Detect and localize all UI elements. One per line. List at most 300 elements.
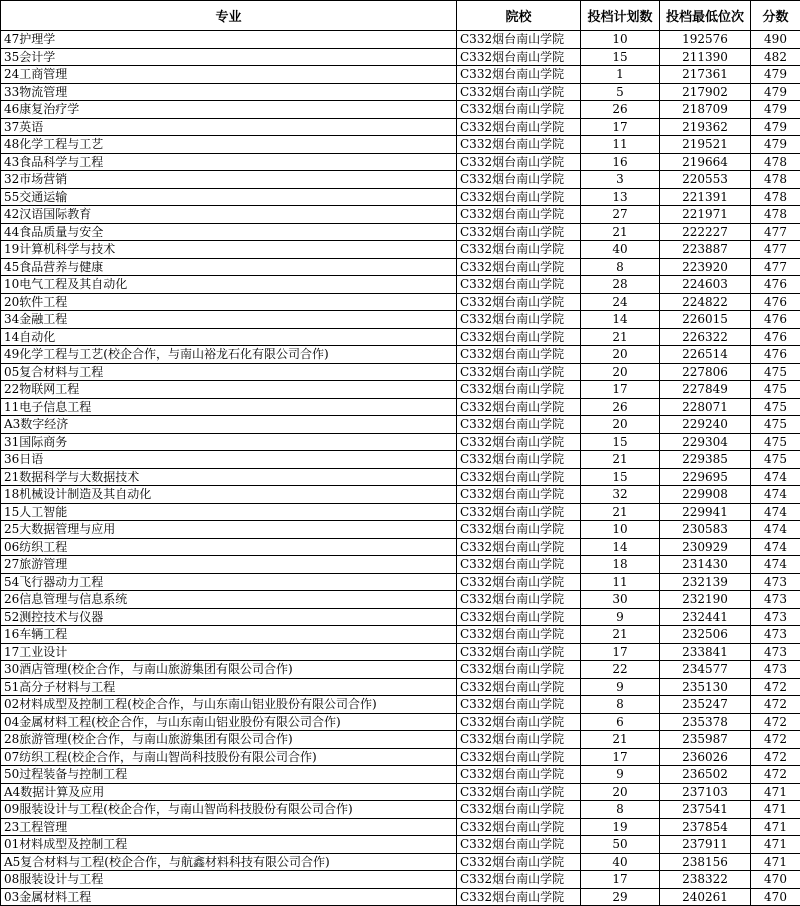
plan-count-cell: 1 [581, 66, 660, 84]
school-cell: C332烟台南山学院 [457, 101, 581, 119]
table-row [1, 556, 800, 574]
plan-count-cell: 3 [581, 171, 660, 189]
min-rank-cell: 217902 [660, 83, 751, 101]
min-rank-cell: 237911 [660, 836, 751, 854]
score-cell: 472 [751, 766, 800, 784]
score-cell: 474 [751, 468, 800, 486]
school-cell: C332烟台南山学院 [457, 503, 581, 521]
school-cell: C332烟台南山学院 [457, 136, 581, 154]
major-cell: 55交通运输 [1, 188, 457, 206]
score-cell: 482 [751, 48, 800, 66]
score-cell: 490 [751, 31, 800, 49]
table-row [1, 101, 800, 119]
school-cell: C332烟台南山学院 [457, 241, 581, 259]
table-row [1, 503, 800, 521]
major-cell: 23工程管理 [1, 818, 457, 836]
table-row [1, 48, 800, 66]
min-rank-cell: 211390 [660, 48, 751, 66]
school-cell: C332烟台南山学院 [457, 118, 581, 136]
score-cell: 473 [751, 573, 800, 591]
major-cell: 48化学工程与工艺 [1, 136, 457, 154]
score-cell: 479 [751, 101, 800, 119]
table-row [1, 661, 800, 679]
min-rank-cell: 224603 [660, 276, 751, 294]
header-school: 院校 [457, 1, 581, 31]
major-cell: 24工商管理 [1, 66, 457, 84]
score-cell: 476 [751, 346, 800, 364]
major-cell: 35会计学 [1, 48, 457, 66]
school-cell: C332烟台南山学院 [457, 276, 581, 294]
table-row [1, 241, 800, 259]
major-cell: 22物联网工程 [1, 381, 457, 399]
plan-count-cell: 20 [581, 346, 660, 364]
min-rank-cell: 231430 [660, 556, 751, 574]
plan-count-cell: 30 [581, 591, 660, 609]
min-rank-cell: 229941 [660, 503, 751, 521]
min-rank-cell: 237541 [660, 801, 751, 819]
header-major: 专业 [1, 1, 457, 31]
plan-count-cell: 21 [581, 328, 660, 346]
score-cell: 474 [751, 538, 800, 556]
major-cell: 44食品质量与安全 [1, 223, 457, 241]
score-cell: 476 [751, 293, 800, 311]
min-rank-cell: 217361 [660, 66, 751, 84]
min-rank-cell: 219521 [660, 136, 751, 154]
major-cell: 19计算机科学与技术 [1, 241, 457, 259]
score-cell: 479 [751, 83, 800, 101]
plan-count-cell: 18 [581, 556, 660, 574]
plan-count-cell: 29 [581, 888, 660, 906]
table-row [1, 538, 800, 556]
school-cell: C332烟台南山学院 [457, 538, 581, 556]
plan-count-cell: 17 [581, 748, 660, 766]
major-cell: 45食品营养与健康 [1, 258, 457, 276]
school-cell: C332烟台南山学院 [457, 766, 581, 784]
major-cell: A3数字经济 [1, 416, 457, 434]
score-cell: 475 [751, 451, 800, 469]
major-cell: 37英语 [1, 118, 457, 136]
min-rank-cell: 229304 [660, 433, 751, 451]
min-rank-cell: 229385 [660, 451, 751, 469]
plan-count-cell: 21 [581, 731, 660, 749]
table-row [1, 713, 800, 731]
min-rank-cell: 219664 [660, 153, 751, 171]
score-cell: 471 [751, 801, 800, 819]
school-cell: C332烟台南山学院 [457, 381, 581, 399]
major-cell: 32市场营销 [1, 171, 457, 189]
table-row [1, 731, 800, 749]
table-row [1, 678, 800, 696]
table-row [1, 888, 800, 906]
table-row [1, 871, 800, 889]
major-cell: 09服装设计与工程(校企合作，与南山智尚科技股份有限公司合作) [1, 801, 457, 819]
score-cell: 473 [751, 608, 800, 626]
plan-count-cell: 8 [581, 801, 660, 819]
major-cell: 16车辆工程 [1, 626, 457, 644]
major-cell: 54飞行器动力工程 [1, 573, 457, 591]
min-rank-cell: 238156 [660, 853, 751, 871]
min-rank-cell: 222227 [660, 223, 751, 241]
plan-count-cell: 21 [581, 223, 660, 241]
plan-count-cell: 40 [581, 241, 660, 259]
plan-count-cell: 11 [581, 136, 660, 154]
min-rank-cell: 234577 [660, 661, 751, 679]
table-row [1, 31, 800, 49]
school-cell: C332烟台南山学院 [457, 818, 581, 836]
major-cell: 33物流管理 [1, 83, 457, 101]
plan-count-cell: 9 [581, 678, 660, 696]
min-rank-cell: 227849 [660, 381, 751, 399]
header-score: 分数 [751, 1, 800, 31]
school-cell: C332烟台南山学院 [457, 398, 581, 416]
plan-count-cell: 17 [581, 118, 660, 136]
score-cell: 471 [751, 783, 800, 801]
major-cell: 42汉语国际教育 [1, 206, 457, 224]
school-cell: C332烟台南山学院 [457, 888, 581, 906]
table-body [1, 31, 800, 906]
table-row [1, 171, 800, 189]
school-cell: C332烟台南山学院 [457, 66, 581, 84]
score-cell: 474 [751, 486, 800, 504]
plan-count-cell: 5 [581, 83, 660, 101]
plan-count-cell: 20 [581, 363, 660, 381]
plan-count-cell: 20 [581, 416, 660, 434]
plan-count-cell: 9 [581, 608, 660, 626]
min-rank-cell: 232190 [660, 591, 751, 609]
min-rank-cell: 226015 [660, 311, 751, 329]
score-cell: 477 [751, 241, 800, 259]
major-cell: 47护理学 [1, 31, 457, 49]
major-cell: 27旅游管理 [1, 556, 457, 574]
min-rank-cell: 218709 [660, 101, 751, 119]
major-cell: 31国际商务 [1, 433, 457, 451]
score-cell: 470 [751, 888, 800, 906]
table-row [1, 346, 800, 364]
table-row [1, 521, 800, 539]
table-row [1, 363, 800, 381]
school-cell: C332烟台南山学院 [457, 853, 581, 871]
major-cell: 46康复治疗学 [1, 101, 457, 119]
table-row [1, 153, 800, 171]
major-cell: 07纺织工程(校企合作，与南山智尚科技股份有限公司合作) [1, 748, 457, 766]
major-cell: 36日语 [1, 451, 457, 469]
table-row [1, 136, 800, 154]
major-cell: 20软件工程 [1, 293, 457, 311]
plan-count-cell: 14 [581, 538, 660, 556]
major-cell: 52测控技术与仪器 [1, 608, 457, 626]
score-cell: 473 [751, 661, 800, 679]
table-row [1, 258, 800, 276]
score-cell: 475 [751, 416, 800, 434]
score-cell: 472 [751, 678, 800, 696]
school-cell: C332烟台南山学院 [457, 346, 581, 364]
table-row [1, 801, 800, 819]
score-cell: 474 [751, 503, 800, 521]
min-rank-cell: 220553 [660, 171, 751, 189]
plan-count-cell: 26 [581, 398, 660, 416]
min-rank-cell: 219362 [660, 118, 751, 136]
min-rank-cell: 232139 [660, 573, 751, 591]
plan-count-cell: 50 [581, 836, 660, 854]
score-cell: 472 [751, 696, 800, 714]
plan-count-cell: 15 [581, 433, 660, 451]
min-rank-cell: 235130 [660, 678, 751, 696]
table-row [1, 311, 800, 329]
major-cell: 11电子信息工程 [1, 398, 457, 416]
score-cell: 476 [751, 311, 800, 329]
school-cell: C332烟台南山学院 [457, 731, 581, 749]
major-cell: 18机械设计制造及其自动化 [1, 486, 457, 504]
major-cell: 15人工智能 [1, 503, 457, 521]
score-cell: 471 [751, 818, 800, 836]
major-cell: 25大数据管理与应用 [1, 521, 457, 539]
min-rank-cell: 237854 [660, 818, 751, 836]
min-rank-cell: 235247 [660, 696, 751, 714]
table-row [1, 748, 800, 766]
plan-count-cell: 15 [581, 48, 660, 66]
major-cell: 50过程装备与控制工程 [1, 766, 457, 784]
school-cell: C332烟台南山学院 [457, 661, 581, 679]
min-rank-cell: 229695 [660, 468, 751, 486]
school-cell: C332烟台南山学院 [457, 223, 581, 241]
table-row [1, 223, 800, 241]
header-plan-count: 投档计划数 [581, 1, 660, 31]
table-row [1, 486, 800, 504]
plan-count-cell: 21 [581, 503, 660, 521]
major-cell: 05复合材料与工程 [1, 363, 457, 381]
plan-count-cell: 8 [581, 258, 660, 276]
table-row [1, 626, 800, 644]
plan-count-cell: 17 [581, 643, 660, 661]
school-cell: C332烟台南山学院 [457, 836, 581, 854]
score-cell: 478 [751, 171, 800, 189]
table-row [1, 381, 800, 399]
score-cell: 471 [751, 853, 800, 871]
table-row [1, 783, 800, 801]
school-cell: C332烟台南山学院 [457, 416, 581, 434]
major-cell: 14自动化 [1, 328, 457, 346]
school-cell: C332烟台南山学院 [457, 206, 581, 224]
school-cell: C332烟台南山学院 [457, 293, 581, 311]
school-cell: C332烟台南山学院 [457, 258, 581, 276]
major-cell: 28旅游管理(校企合作，与南山旅游集团有限公司合作) [1, 731, 457, 749]
score-cell: 477 [751, 258, 800, 276]
plan-count-cell: 6 [581, 713, 660, 731]
table-row [1, 188, 800, 206]
min-rank-cell: 229908 [660, 486, 751, 504]
plan-count-cell: 21 [581, 451, 660, 469]
major-cell: A4数据计算及应用 [1, 783, 457, 801]
school-cell: C332烟台南山学院 [457, 83, 581, 101]
major-cell: 06纺织工程 [1, 538, 457, 556]
plan-count-cell: 40 [581, 853, 660, 871]
score-cell: 472 [751, 713, 800, 731]
min-rank-cell: 223920 [660, 258, 751, 276]
school-cell: C332烟台南山学院 [457, 48, 581, 66]
score-cell: 471 [751, 836, 800, 854]
score-cell: 477 [751, 223, 800, 241]
plan-count-cell: 11 [581, 573, 660, 591]
school-cell: C332烟台南山学院 [457, 643, 581, 661]
header-row [1, 1, 800, 31]
school-cell: C332烟台南山学院 [457, 591, 581, 609]
min-rank-cell: 230583 [660, 521, 751, 539]
min-rank-cell: 235378 [660, 713, 751, 731]
major-cell: A5复合材料与工程(校企合作，与航鑫材料科技有限公司合作) [1, 853, 457, 871]
plan-count-cell: 17 [581, 871, 660, 889]
school-cell: C332烟台南山学院 [457, 328, 581, 346]
score-cell: 475 [751, 398, 800, 416]
min-rank-cell: 226514 [660, 346, 751, 364]
school-cell: C332烟台南山学院 [457, 451, 581, 469]
major-cell: 43食品科学与工程 [1, 153, 457, 171]
table-row [1, 66, 800, 84]
min-rank-cell: 238322 [660, 871, 751, 889]
school-cell: C332烟台南山学院 [457, 608, 581, 626]
table-row [1, 328, 800, 346]
major-cell: 30酒店管理(校企合作，与南山旅游集团有限公司合作) [1, 661, 457, 679]
score-cell: 470 [751, 871, 800, 889]
score-cell: 479 [751, 66, 800, 84]
school-cell: C332烟台南山学院 [457, 713, 581, 731]
score-cell: 478 [751, 188, 800, 206]
min-rank-cell: 240261 [660, 888, 751, 906]
school-cell: C332烟台南山学院 [457, 363, 581, 381]
major-cell: 26信息管理与信息系统 [1, 591, 457, 609]
school-cell: C332烟台南山学院 [457, 468, 581, 486]
min-rank-cell: 223887 [660, 241, 751, 259]
table-row [1, 118, 800, 136]
table-row [1, 433, 800, 451]
plan-count-cell: 21 [581, 626, 660, 644]
plan-count-cell: 16 [581, 153, 660, 171]
table-row [1, 206, 800, 224]
major-cell: 51高分子材料与工程 [1, 678, 457, 696]
table-row [1, 468, 800, 486]
plan-count-cell: 8 [581, 696, 660, 714]
table-row [1, 766, 800, 784]
plan-count-cell: 17 [581, 381, 660, 399]
school-cell: C332烟台南山学院 [457, 171, 581, 189]
table-row [1, 293, 800, 311]
score-cell: 472 [751, 731, 800, 749]
school-cell: C332烟台南山学院 [457, 188, 581, 206]
table-row [1, 836, 800, 854]
school-cell: C332烟台南山学院 [457, 486, 581, 504]
major-cell: 34金融工程 [1, 311, 457, 329]
min-rank-cell: 236502 [660, 766, 751, 784]
school-cell: C332烟台南山学院 [457, 31, 581, 49]
major-cell: 17工业设计 [1, 643, 457, 661]
plan-count-cell: 10 [581, 521, 660, 539]
score-cell: 473 [751, 591, 800, 609]
min-rank-cell: 235987 [660, 731, 751, 749]
table-row [1, 643, 800, 661]
score-cell: 474 [751, 556, 800, 574]
plan-count-cell: 14 [581, 311, 660, 329]
school-cell: C332烟台南山学院 [457, 433, 581, 451]
plan-count-cell: 27 [581, 206, 660, 224]
min-rank-cell: 237103 [660, 783, 751, 801]
school-cell: C332烟台南山学院 [457, 311, 581, 329]
major-cell: 01材料成型及控制工程 [1, 836, 457, 854]
min-rank-cell: 224822 [660, 293, 751, 311]
table-row [1, 451, 800, 469]
school-cell: C332烟台南山学院 [457, 153, 581, 171]
min-rank-cell: 221971 [660, 206, 751, 224]
major-cell: 04金属材料工程(校企合作，与山东南山铝业股份有限公司合作) [1, 713, 457, 731]
major-cell: 21数据科学与大数据技术 [1, 468, 457, 486]
school-cell: C332烟台南山学院 [457, 783, 581, 801]
major-cell: 08服装设计与工程 [1, 871, 457, 889]
score-cell: 475 [751, 433, 800, 451]
major-cell: 49化学工程与工艺(校企合作，与南山裕龙石化有限公司合作) [1, 346, 457, 364]
score-cell: 475 [751, 363, 800, 381]
table-row [1, 416, 800, 434]
plan-count-cell: 28 [581, 276, 660, 294]
min-rank-cell: 232506 [660, 626, 751, 644]
major-cell: 10电气工程及其自动化 [1, 276, 457, 294]
score-cell: 476 [751, 276, 800, 294]
min-rank-cell: 236026 [660, 748, 751, 766]
min-rank-cell: 221391 [660, 188, 751, 206]
min-rank-cell: 226322 [660, 328, 751, 346]
plan-count-cell: 19 [581, 818, 660, 836]
plan-count-cell: 10 [581, 31, 660, 49]
min-rank-cell: 229240 [660, 416, 751, 434]
score-cell: 472 [751, 748, 800, 766]
min-rank-cell: 230929 [660, 538, 751, 556]
plan-count-cell: 13 [581, 188, 660, 206]
min-rank-cell: 227806 [660, 363, 751, 381]
major-cell: 03金属材料工程 [1, 888, 457, 906]
score-cell: 473 [751, 643, 800, 661]
table-row [1, 696, 800, 714]
min-rank-cell: 233841 [660, 643, 751, 661]
school-cell: C332烟台南山学院 [457, 871, 581, 889]
table-row [1, 276, 800, 294]
score-cell: 478 [751, 206, 800, 224]
school-cell: C332烟台南山学院 [457, 748, 581, 766]
plan-count-cell: 24 [581, 293, 660, 311]
plan-count-cell: 20 [581, 783, 660, 801]
plan-count-cell: 26 [581, 101, 660, 119]
table-row [1, 591, 800, 609]
plan-count-cell: 9 [581, 766, 660, 784]
table-row [1, 853, 800, 871]
school-cell: C332烟台南山学院 [457, 696, 581, 714]
score-cell: 478 [751, 153, 800, 171]
school-cell: C332烟台南山学院 [457, 556, 581, 574]
plan-count-cell: 15 [581, 468, 660, 486]
school-cell: C332烟台南山学院 [457, 801, 581, 819]
score-cell: 473 [751, 626, 800, 644]
table-row [1, 818, 800, 836]
min-rank-cell: 232441 [660, 608, 751, 626]
school-cell: C332烟台南山学院 [457, 678, 581, 696]
table-row [1, 398, 800, 416]
score-cell: 479 [751, 118, 800, 136]
score-cell: 479 [751, 136, 800, 154]
header-min-rank: 投档最低位次 [660, 1, 751, 31]
table-row [1, 608, 800, 626]
table-row [1, 573, 800, 591]
plan-count-cell: 32 [581, 486, 660, 504]
score-cell: 474 [751, 521, 800, 539]
school-cell: C332烟台南山学院 [457, 626, 581, 644]
table-row [1, 83, 800, 101]
school-cell: C332烟台南山学院 [457, 573, 581, 591]
